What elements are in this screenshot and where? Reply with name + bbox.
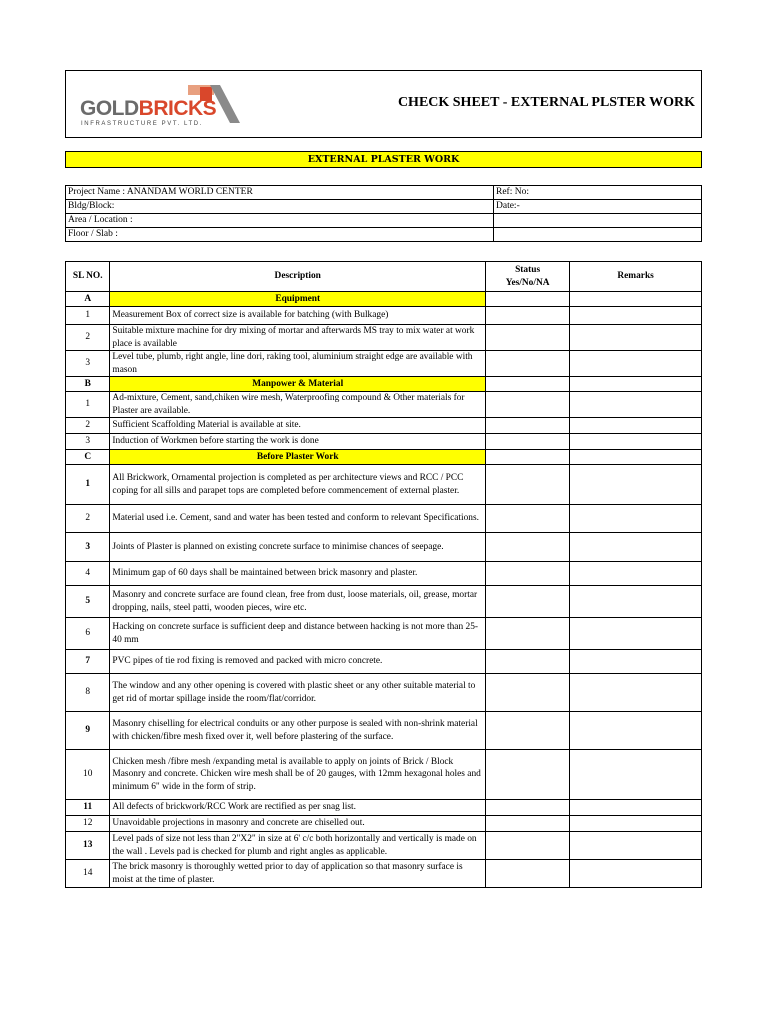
col-desc-header: Description [110,262,486,292]
status-cell[interactable] [486,650,570,674]
table-row [66,434,702,450]
table-row [66,392,702,418]
col-remarks-header: Remarks [570,262,702,292]
table-row [66,351,702,377]
item-description: Joints of Plaster is planned on existing concrete surface to minimise chances of seepage. [110,533,486,562]
floor-slab: Floor / Slab : [66,228,494,242]
header-box [65,70,702,138]
status-cell[interactable] [486,450,570,465]
status-cell[interactable] [486,418,570,434]
item-description: Chicken mesh /fibre mesh /expanding metal is available to apply on joints of Brick / Block Masonry and concrete. Chicken wire mesh shall be of 20 gauges, with 12mm hexagonal holes and minimum 6" wide in the form of strip. [110,750,486,800]
date: Date:- [494,200,702,214]
item-description: Ad-mixture, Cement, sand,chiken wire mesh, Waterproofing compound & Other materials for Plaster are available. [110,392,486,418]
bldg-block: Bldg/Block: [66,200,494,214]
item-number: 11 [66,800,110,816]
remarks-cell[interactable] [570,377,702,392]
remarks-cell[interactable] [570,418,702,434]
remarks-cell[interactable] [570,750,702,800]
col-sl-header: SL NO. [66,262,110,292]
sheet-title: CHECK SHEET - EXTERNAL PLSTER WORK [397,95,695,110]
item-description: Minimum gap of 60 days shall be maintained between brick masonry and plaster. [110,562,486,586]
item-description: Suitable mixture machine for dry mixing of mortar and afterwards MS tray to mix water at work place is available [110,325,486,351]
table-row [66,533,702,562]
logo-tagline: INFRASTRUCTURE PVT. LTD. [81,121,203,127]
logo-wordmark: GOLDBRICKS [80,97,217,120]
status-cell[interactable] [486,392,570,418]
remarks-cell[interactable] [570,832,702,860]
status-cell[interactable] [486,351,570,377]
item-description: Level tube, plumb, right angle, line dori, raking tool, aluminium straight edge are available with mason [110,351,486,377]
item-description: All Brickwork, Ornamental projection is completed as per architecture views and RCC / PCC coping for all sills and parapet tops are completed before commencement of external plaster. [110,465,486,505]
checklist-table [65,261,702,888]
item-description: Masonry chiselling for electrical conduits or any other purpose is sealed with non-shrink material with chicken/fibre mesh fixed over it, well before plastering of the surface. [110,712,486,750]
item-number: 8 [66,674,110,712]
item-number: 2 [66,505,110,533]
remarks-cell[interactable] [570,860,702,888]
item-description: Sufficient Scaffolding Material is available at site. [110,418,486,434]
remarks-cell[interactable] [570,392,702,418]
remarks-cell[interactable] [570,800,702,816]
remarks-cell[interactable] [570,325,702,351]
status-cell[interactable] [486,832,570,860]
table-row [66,712,702,750]
item-description: Level pads of size not less than 2"X2" in size at 6' c/c both horizontally and vertically is made on the wall . Levels pad is checked for plumb and right angles as applicable. [110,832,486,860]
status-cell[interactable] [486,307,570,325]
table-row [66,586,702,618]
status-cell[interactable] [486,712,570,750]
item-number: 5 [66,586,110,618]
remarks-cell[interactable] [570,351,702,377]
status-cell[interactable] [486,465,570,505]
status-cell[interactable] [486,533,570,562]
remarks-cell[interactable] [570,505,702,533]
status-cell[interactable] [486,816,570,832]
remarks-cell[interactable] [570,618,702,650]
section-id: C [66,450,110,465]
item-description: Material used i.e. Cement, sand and water has been tested and conform to relevant Specifications. [110,505,486,533]
table-row [66,832,702,860]
table-row [66,307,702,325]
area-location: Area / Location : [66,214,494,228]
item-number: 1 [66,465,110,505]
section-id: B [66,377,110,392]
item-description: Masonry and concrete surface are found clean, free from dust, loose materials, oil, grease, mortar dropping, nails, steel patti, wooden pieces, wire etc. [110,586,486,618]
remarks-cell[interactable] [570,533,702,562]
table-row [66,505,702,533]
item-number: 3 [66,351,110,377]
status-cell[interactable] [486,434,570,450]
item-number: 1 [66,392,110,418]
remarks-cell[interactable] [570,465,702,505]
remarks-cell[interactable] [570,712,702,750]
section-title: Manpower & Material [110,377,486,392]
section-row [66,292,702,307]
status-cell[interactable] [486,562,570,586]
remarks-cell[interactable] [570,562,702,586]
table-row [66,800,702,816]
item-description: Hacking on concrete surface is sufficient deep and distance between hacking is not more than 25-40 mm [110,618,486,650]
section-id: A [66,292,110,307]
item-description: PVC pipes of tie rod fixing is removed and packed with micro concrete. [110,650,486,674]
table-row [66,650,702,674]
remarks-cell[interactable] [570,307,702,325]
status-cell[interactable] [486,618,570,650]
item-number: 12 [66,816,110,832]
table-row [66,750,702,800]
status-cell[interactable] [486,860,570,888]
ref-no: Ref: No: [494,186,702,200]
item-number: 10 [66,750,110,800]
table-row [66,618,702,650]
status-cell[interactable] [486,750,570,800]
item-number: 2 [66,325,110,351]
status-cell[interactable] [486,586,570,618]
item-number: 3 [66,434,110,450]
section-banner: EXTERNAL PLASTER WORK [65,151,702,168]
item-number: 2 [66,418,110,434]
item-description: All defects of brickwork/RCC Work are rectified as per snag list. [110,800,486,816]
company-logo [80,83,240,131]
item-description: Unavoidable projections in masonry and concrete are chiselled out. [110,816,486,832]
section-row [66,377,702,392]
section-title: Before Plaster Work [110,450,486,465]
section-title: Equipment [110,292,486,307]
table-row [66,325,702,351]
item-number: 4 [66,562,110,586]
item-number: 9 [66,712,110,750]
item-description: The window and any other opening is covered with plastic sheet or any other suitable material to get rid of mortar spillage inside the room/flat/corridor. [110,674,486,712]
item-number: 7 [66,650,110,674]
item-number: 1 [66,307,110,325]
table-row [66,418,702,434]
item-number: 3 [66,533,110,562]
item-number: 6 [66,618,110,650]
remarks-cell[interactable] [570,292,702,307]
table-row [66,465,702,505]
status-cell[interactable] [486,325,570,351]
item-description: Measurement Box of correct size is available for batching (with Bulkage) [110,307,486,325]
section-row [66,450,702,465]
remarks-cell[interactable] [570,450,702,465]
table-row [66,816,702,832]
blank-cell [494,214,702,228]
project-name: Project Name : ANANDAM WORLD CENTER [66,186,494,200]
remarks-cell[interactable] [570,434,702,450]
remarks-cell[interactable] [570,586,702,618]
table-row [66,674,702,712]
table-row [66,562,702,586]
col-status-header: Status Yes/No/NA [486,262,570,292]
status-cell[interactable] [486,292,570,307]
remarks-cell[interactable] [570,650,702,674]
item-number: 14 [66,860,110,888]
item-description: Induction of Workmen before starting the work is done [110,434,486,450]
table-row [66,860,702,888]
remarks-cell[interactable] [570,674,702,712]
status-cell[interactable] [486,377,570,392]
status-cell[interactable] [486,800,570,816]
table-header-row [66,262,702,292]
item-number: 13 [66,832,110,860]
project-info-table [65,185,702,242]
status-cell[interactable] [486,505,570,533]
status-cell[interactable] [486,674,570,712]
remarks-cell[interactable] [570,816,702,832]
item-description: The brick masonry is thoroughly wetted prior to day of application so that masonry surface is moist at the time of plaster. [110,860,486,888]
blank-cell [494,228,702,242]
